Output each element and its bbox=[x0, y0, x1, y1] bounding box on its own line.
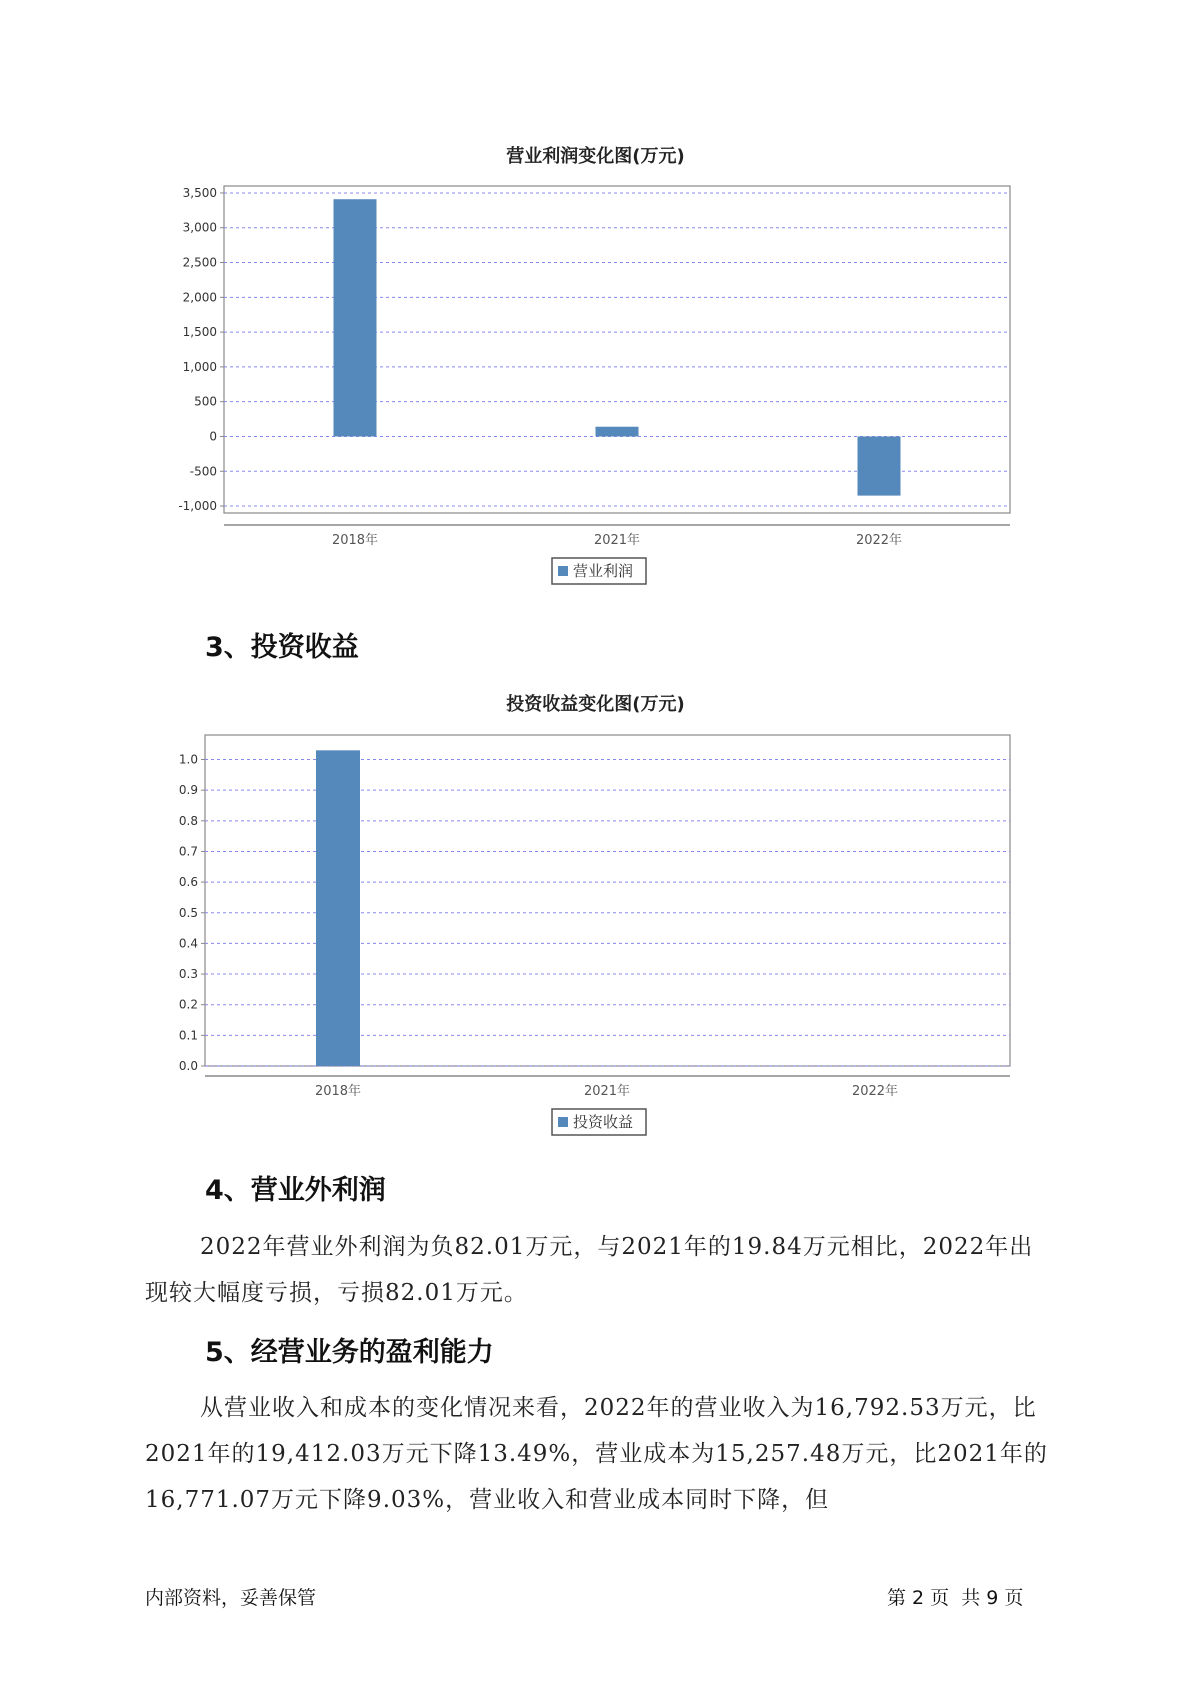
bar bbox=[316, 750, 360, 1066]
bar bbox=[596, 427, 639, 437]
section3-heading: 3、投资收益 bbox=[205, 632, 359, 663]
footer-page-number: 第 2 页 共 9 页 bbox=[887, 1587, 1024, 1609]
legend-swatch bbox=[558, 1117, 568, 1127]
y-tick-label: 0.6 bbox=[178, 875, 198, 890]
x-category-label: 2018年 bbox=[314, 1084, 362, 1099]
chart2-title: 投资收益变化图(万元) bbox=[506, 694, 685, 715]
footer-confidential-note: 内部资料，妥善保管 bbox=[145, 1587, 317, 1609]
y-tick-label: 3,000 bbox=[182, 220, 217, 235]
x-category-label: 2021年 bbox=[583, 1084, 631, 1099]
x-category-label: 2021年 bbox=[593, 533, 641, 548]
x-category-label: 2022年 bbox=[851, 1084, 899, 1099]
y-tick-label: 1,000 bbox=[182, 359, 217, 374]
y-tick-label: 0.5 bbox=[178, 905, 198, 920]
investment-income-chart bbox=[0, 600, 1191, 1150]
y-tick-label: 0.2 bbox=[178, 997, 198, 1012]
y-tick-label: 3,500 bbox=[182, 185, 217, 200]
y-tick-label: 0.9 bbox=[178, 783, 198, 798]
legend-swatch bbox=[558, 566, 568, 576]
y-tick-label: 1.0 bbox=[178, 752, 198, 767]
y-tick-label: 0.1 bbox=[178, 1028, 198, 1043]
x-category-label: 2022年 bbox=[855, 533, 903, 548]
operating-profit-chart bbox=[0, 0, 1191, 600]
y-tick-label: 1,500 bbox=[182, 325, 217, 340]
y-tick-label: 2,500 bbox=[182, 255, 217, 270]
bar bbox=[858, 436, 901, 495]
y-tick-label: 2,000 bbox=[182, 290, 217, 305]
section5-paragraph: 从营业收入和成本的变化情况来看，2022年的营业收入为16,792.53万元，比2021年的19,412.03万元下降13.49%，营业成本为15,257.48万元，比2021年的16,771.07万元下降9.03%，营业收入和营业成本同时下降，但 bbox=[145, 1395, 1048, 1513]
section4-heading: 4、营业外利润 bbox=[205, 1175, 386, 1206]
section5-heading: 5、经营业务的盈利能力 bbox=[205, 1337, 494, 1368]
y-tick-label: 0.3 bbox=[178, 967, 198, 982]
y-tick-label: -1,000 bbox=[178, 499, 217, 514]
y-tick-label: 0.0 bbox=[178, 1059, 198, 1073]
legend-label: 投资收益 bbox=[573, 1113, 634, 1131]
y-tick-label: 0.7 bbox=[178, 844, 198, 859]
chart1-title: 营业利润变化图(万元) bbox=[506, 146, 685, 167]
y-tick-label: -500 bbox=[189, 464, 217, 479]
legend-label: 营业利润 bbox=[573, 562, 634, 580]
x-category-label: 2018年 bbox=[331, 533, 379, 548]
section4-paragraph: 2022年营业外利润为负82.01万元，与2021年的19.84万元相比，2022年出现较大幅度亏损，亏损82.01万元。 bbox=[145, 1234, 1034, 1306]
bar bbox=[334, 199, 377, 436]
y-tick-label: 0 bbox=[209, 429, 217, 444]
y-tick-label: 0.8 bbox=[178, 813, 198, 828]
y-tick-label: 500 bbox=[194, 394, 217, 409]
y-tick-label: 0.4 bbox=[178, 936, 198, 951]
